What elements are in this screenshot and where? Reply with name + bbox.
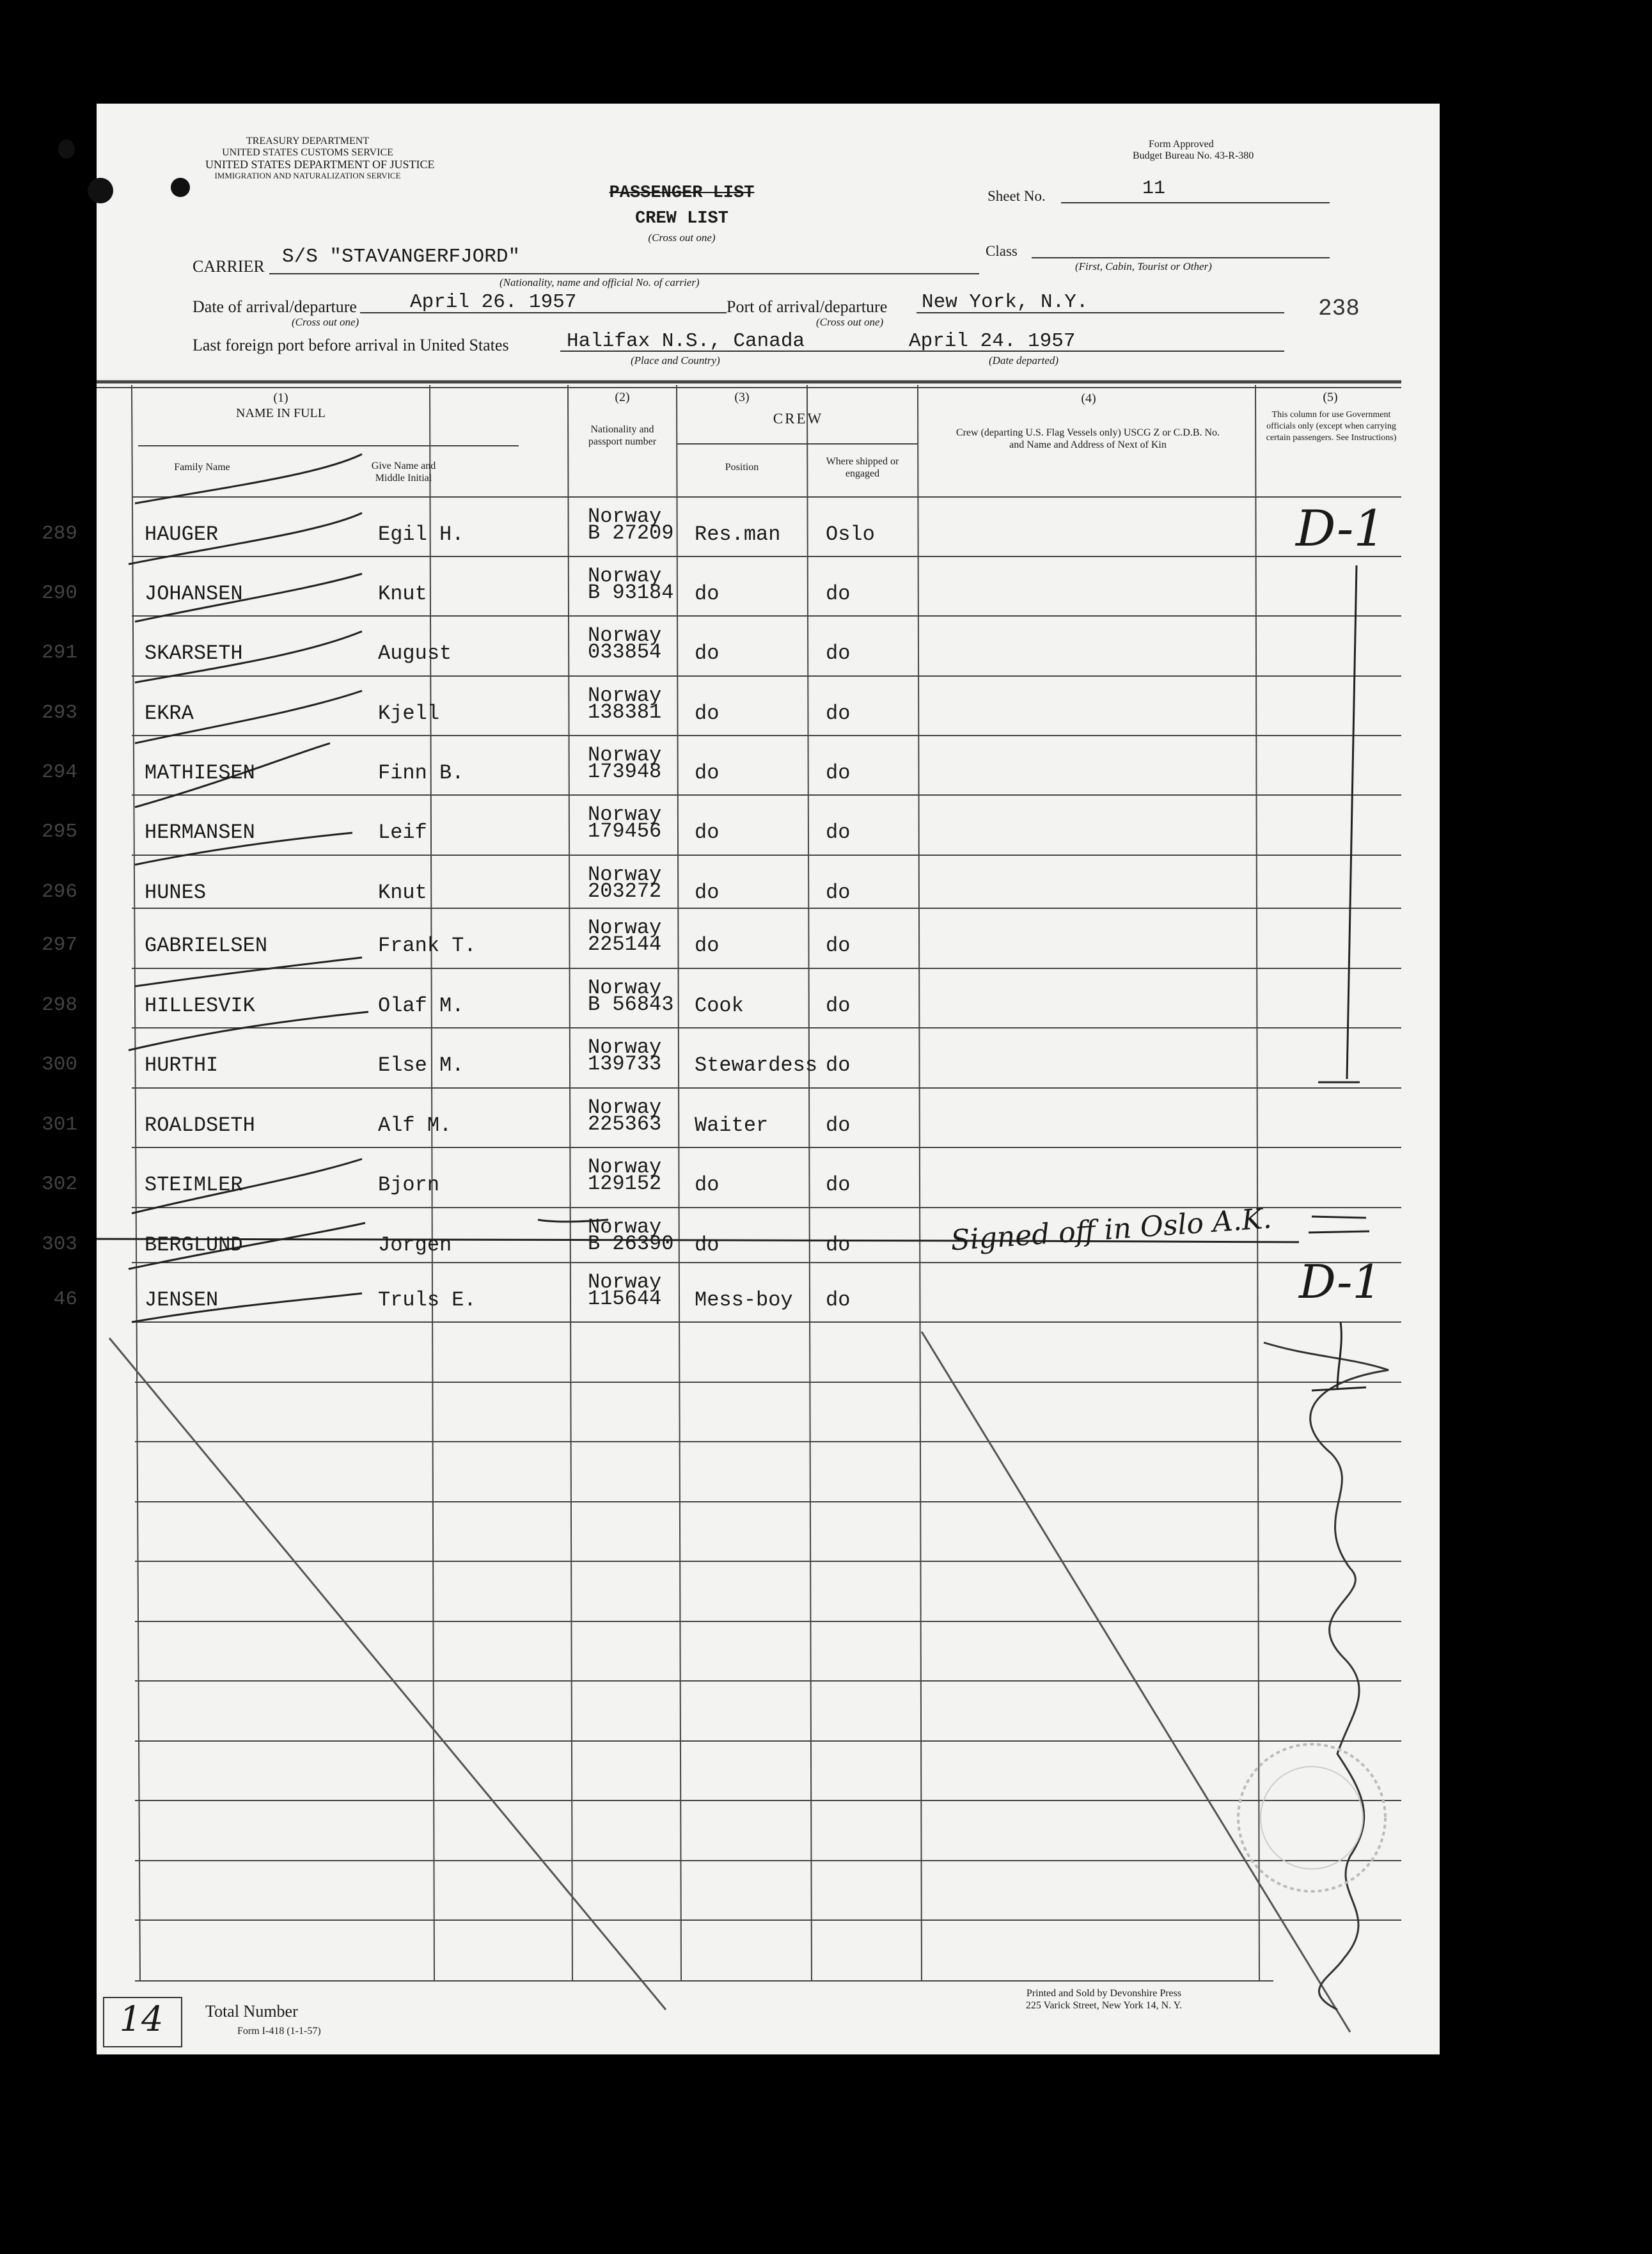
where-shipped: do: [826, 1114, 851, 1137]
position: do: [695, 761, 720, 785]
signed-off-note: Signed off in Oslo A.K.: [949, 1202, 1273, 1257]
crew-list-title: CREW LIST: [635, 209, 728, 228]
where-shipped: Oslo: [826, 523, 875, 546]
family-name: SKARSETH: [145, 642, 243, 665]
carrier-value: S/S "STAVANGERFJORD": [282, 246, 521, 268]
nationality: Norway: [588, 505, 662, 528]
d1-mark-top: D-1: [1296, 500, 1385, 558]
carrier-label: CARRIER: [193, 257, 265, 276]
position: do: [695, 582, 720, 606]
family-name: BERGLUND: [145, 1233, 243, 1257]
date-label: Date of arrival/departure: [193, 297, 357, 316]
total-count: 14: [119, 1999, 164, 2039]
where-shipped: do: [826, 761, 851, 785]
nationality: Norway: [588, 1270, 662, 1294]
nationality: Norway: [588, 976, 662, 1000]
row-number: 296: [42, 881, 77, 903]
position: Stewardess: [695, 1053, 818, 1077]
nationality: Norway: [588, 1215, 662, 1239]
nationality: Norway: [588, 1096, 662, 1119]
position: do: [695, 881, 720, 904]
title-note: (Cross out one): [648, 232, 716, 244]
col3-title: CREW: [773, 411, 824, 427]
budget-bureau-text: Budget Bureau No. 43-R-380: [1133, 150, 1254, 161]
passport-number: 129152: [588, 1172, 662, 1195]
row-number: 298: [42, 994, 77, 1016]
nationality: Norway: [588, 564, 662, 588]
family-name: HERMANSEN: [145, 821, 255, 844]
passport-number: B 93184: [588, 581, 674, 604]
col2-number: (2): [615, 390, 630, 404]
where-shipped: do: [826, 702, 851, 725]
passport-number: 225363: [588, 1112, 662, 1136]
position: Waiter: [695, 1114, 769, 1137]
total-number-label: Total Number: [205, 2002, 298, 2021]
sheet-label: Sheet No.: [987, 188, 1046, 204]
family-name: GABRIELSEN: [145, 934, 268, 958]
agency-line: TREASURY DEPARTMENT: [246, 136, 370, 146]
nationality: Norway: [588, 1036, 662, 1059]
printer-line: Printed and Sold by Devonshire Press: [1026, 1988, 1182, 1999]
row-number: 302: [42, 1173, 77, 1195]
given-name: August: [378, 642, 452, 665]
where-shipped: do: [826, 582, 851, 606]
given-name: Else M.: [378, 1053, 464, 1077]
row-number: 297: [42, 934, 77, 956]
nationality: Norway: [588, 863, 662, 887]
family-name: STEIMLER: [145, 1173, 243, 1197]
row-number: 303: [42, 1233, 77, 1256]
form-number: Form I-418 (1-1-57): [237, 2026, 321, 2037]
where-shipped: do: [826, 994, 851, 1018]
passport-number: 115644: [588, 1287, 662, 1311]
where-shipped: do: [826, 881, 851, 904]
port-value: New York, N.Y.: [922, 291, 1089, 313]
position: Cook: [695, 994, 744, 1018]
d1-mark-mid: D-1: [1299, 1255, 1382, 1309]
row-number: 301: [42, 1114, 77, 1136]
row-number: 294: [42, 761, 77, 784]
col5-number: (5): [1323, 390, 1338, 404]
position: do: [695, 934, 720, 958]
page-number: 238: [1318, 296, 1360, 322]
given-name: Truls E.: [378, 1288, 476, 1312]
given-name: Frank T.: [378, 934, 476, 958]
class-label: Class: [986, 243, 1018, 259]
date-departed-note: (Date departed): [989, 354, 1059, 366]
carrier-note: (Nationality, name and official No. of carrier): [500, 276, 700, 288]
family-name: JENSEN: [145, 1288, 219, 1312]
passport-number: B 26390: [588, 1232, 674, 1256]
nationality: Norway: [588, 743, 662, 767]
port-note: (Cross out one): [816, 316, 884, 328]
last-port-note: (Place and Country): [631, 354, 720, 366]
passport-number: 225144: [588, 933, 662, 956]
position: do: [695, 1233, 720, 1257]
passenger-list-title-struck: PASSENGER LIST: [609, 184, 755, 203]
passport-number: B 27209: [588, 521, 674, 545]
row-number: 293: [42, 702, 77, 724]
passport-number: 138381: [588, 700, 662, 724]
given-name: Egil H.: [378, 523, 464, 546]
given-name: Kjell: [378, 702, 440, 725]
row-number: 291: [42, 642, 77, 664]
family-name: HAUGER: [145, 523, 219, 546]
given-name: Finn B.: [378, 761, 464, 785]
family-name: HILLESVIK: [145, 994, 255, 1018]
date-departed-value: April 24. 1957: [909, 330, 1076, 352]
nationality: Norway: [588, 803, 662, 826]
where-shipped: do: [826, 1233, 851, 1257]
nationality: Norway: [588, 916, 662, 940]
given-name: Bjorn: [378, 1173, 440, 1197]
given-name: Jorgen: [378, 1233, 452, 1257]
position: Mess-boy: [695, 1288, 793, 1312]
given-name: Alf M.: [378, 1114, 452, 1137]
passport-number: 179456: [588, 819, 662, 843]
form-approved-text: Form Approved: [1149, 139, 1214, 150]
position-header: Position: [725, 462, 759, 473]
family-name-header: Family Name: [174, 462, 230, 473]
row-number: 46: [53, 1288, 77, 1311]
given-name-header: Give Name and Middle Initial: [371, 461, 436, 484]
passport-number: B 56843: [588, 993, 674, 1016]
class-note: (First, Cabin, Tourist or Other): [1075, 260, 1212, 272]
family-name: ROALDSETH: [145, 1114, 255, 1137]
nationality: Norway: [588, 1155, 662, 1179]
given-name: Olaf M.: [378, 994, 464, 1018]
given-name: Knut: [378, 582, 427, 606]
printer-info: [960, 1987, 1248, 2012]
col5-title: This column for use Government officials only (except when carrying certain passengers. See Instructions): [1266, 410, 1397, 443]
where-shipped: do: [826, 821, 851, 844]
agency-line: UNITED STATES DEPARTMENT OF JUSTICE: [205, 158, 435, 171]
family-name: JOHANSEN: [145, 582, 243, 606]
where-shipped: do: [826, 1053, 851, 1077]
col1-header: [132, 390, 430, 421]
nationality: Norway: [588, 684, 662, 707]
agency-line: IMMIGRATION AND NATURALIZATION SERVICE: [214, 171, 401, 180]
family-name: HUNES: [145, 881, 207, 904]
where-shipped-header: Where shipped or engaged: [826, 456, 899, 479]
where-shipped: do: [826, 1288, 851, 1312]
col4-number: (4): [1081, 391, 1096, 406]
row-number: 289: [42, 523, 77, 545]
col3-number: (3): [734, 390, 750, 404]
where-shipped: do: [826, 642, 851, 665]
position: do: [695, 1173, 720, 1197]
sheet-number: 11: [1142, 178, 1166, 200]
col4-title: Crew (departing U.S. Flag Vessels only) USCG Z or C.D.B. No. and Name and Address of Next of Kin: [956, 427, 1220, 450]
where-shipped: do: [826, 934, 851, 958]
last-port-label: Last foreign port before arrival in United States: [193, 336, 509, 354]
passport-number: 033854: [588, 640, 662, 664]
position: Res.man: [695, 523, 781, 546]
nationality: Norway: [588, 624, 662, 647]
printer-line: 225 Varick Street, New York 14, N. Y.: [1025, 2000, 1183, 2011]
where-shipped: do: [826, 1173, 851, 1197]
port-label: Port of arrival/departure: [727, 297, 888, 316]
crew-list-sheet: [42, 104, 1440, 2054]
col1-title: NAME IN FULL: [236, 406, 326, 420]
row-number: 295: [42, 821, 77, 843]
arrival-date-value: April 26. 1957: [410, 291, 577, 313]
family-name: HURTHI: [145, 1053, 219, 1077]
family-name: MATHIESEN: [145, 761, 255, 785]
col1-number: (1): [273, 391, 288, 405]
given-name: Knut: [378, 881, 427, 904]
passport-number: 173948: [588, 760, 662, 784]
ink-blot: [58, 139, 75, 159]
position: do: [695, 642, 720, 665]
row-number: 300: [42, 1053, 77, 1076]
position: do: [695, 821, 720, 844]
family-name: EKRA: [145, 702, 194, 725]
position: do: [695, 702, 720, 725]
given-name: Leif: [378, 821, 427, 844]
col2-title: Nationality and passport number: [588, 424, 657, 447]
passport-number: 139733: [588, 1052, 662, 1076]
last-port-value: Halifax N.S., Canada: [567, 330, 805, 352]
passport-number: 203272: [588, 879, 662, 903]
date-note: (Cross out one): [292, 316, 359, 328]
agency-line: UNITED STATES CUSTOMS SERVICE: [222, 147, 393, 158]
row-number: 290: [42, 582, 77, 604]
